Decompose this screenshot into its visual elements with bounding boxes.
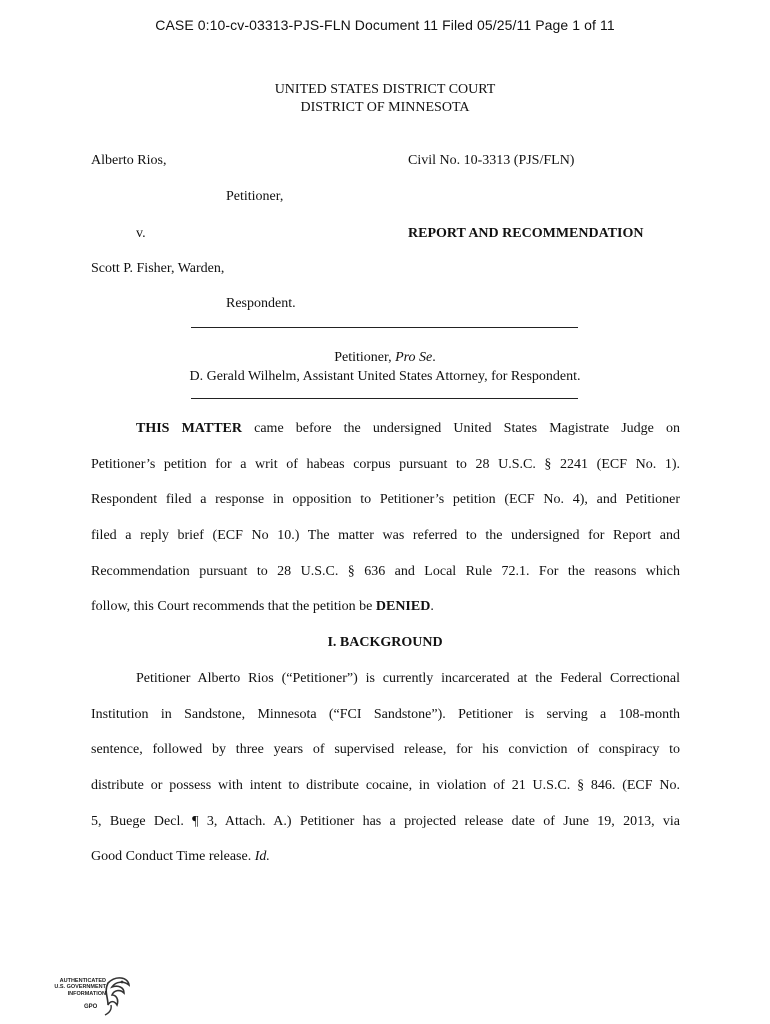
seal-line-1: AUTHENTICATED xyxy=(59,978,106,984)
background-line-5: 5, Buege Decl. ¶ 3, Attach. A.) Petitioner has a projected release date of June 19, 2013, via xyxy=(91,813,680,829)
intro-paragraph xyxy=(91,411,680,625)
caption-divider-top xyxy=(191,327,578,328)
respondent-role: Respondent. xyxy=(226,296,296,311)
respondent-appearance: D. Gerald Wilhelm, Assistant United States Attorney, for Respondent. xyxy=(189,369,581,384)
court-name: UNITED STATES DISTRICT COURT xyxy=(274,82,496,97)
seal-gpo-label: GPO xyxy=(84,1004,98,1010)
civil-number: Civil No. 10-3313 (PJS/FLN) xyxy=(408,153,575,168)
background-line-3: sentence, followed by three years of supervised release, for his conviction of conspiracy to xyxy=(91,742,680,758)
petitioner-role: Petitioner, xyxy=(226,189,284,204)
document-title: REPORT AND RECOMMENDATION xyxy=(408,226,644,241)
seal-text xyxy=(44,978,106,997)
respondent-name: Scott P. Fisher, Warden, xyxy=(91,261,225,276)
background-line-4: distribute or possess with intent to distribute cocaine, in violation of 21 U.S.C. § 846. (ECF No. xyxy=(91,778,680,794)
intro-line-5: Recommendation pursuant to 28 U.S.C. § 636 and Local Rule 72.1. For the reasons which xyxy=(91,563,680,579)
versus: v. xyxy=(136,226,146,241)
court-district: DISTRICT OF MINNESOTA xyxy=(300,100,470,115)
intro-line-3: Respondent filed a response in opposition to Petitioner’s petition (ECF No. 4), and Petitioner xyxy=(91,492,680,508)
gpo-authentication-seal xyxy=(44,975,134,1019)
intro-line-4: filed a reply brief (ECF No 10.) The matter was referred to the undersigned for Report and xyxy=(91,528,680,544)
case-header: CASE 0:10-cv-03313-PJS-FLN Document 11 Filed 05/25/11 Page 1 of 11 xyxy=(155,17,615,33)
background-line-6: Good Conduct Time release. Id. xyxy=(91,849,270,865)
eagle-icon xyxy=(102,975,132,1017)
background-line-2: Institution in Sandstone, Minnesota (“FCI Sandstone”). Petitioner is serving a 108-month xyxy=(91,706,680,722)
section-heading: I. BACKGROUND xyxy=(327,635,443,650)
intro-line-2: Petitioner’s petition for a writ of habeas corpus pursuant to 28 U.S.C. § 2241 (ECF No. 1). xyxy=(91,456,680,472)
background-line-1: Petitioner Alberto Rios (“Petitioner”) is currently incarcerated at the Federal Correctional xyxy=(136,671,680,686)
seal-line-3: INFORMATION xyxy=(67,990,106,997)
petitioner-name: Alberto Rios, xyxy=(91,153,167,168)
caption-divider-bottom xyxy=(191,398,578,399)
petitioner-appearance: Petitioner, Pro Se. xyxy=(334,350,436,365)
seal-line-2: U.S. GOVERNMENT xyxy=(54,984,106,991)
background-paragraph xyxy=(91,661,680,875)
intro-line-6: follow, this Court recommends that the petition be DENIED. xyxy=(91,599,434,615)
intro-line-1: THIS MATTER came before the undersigned United States Magistrate Judge on xyxy=(136,421,680,436)
